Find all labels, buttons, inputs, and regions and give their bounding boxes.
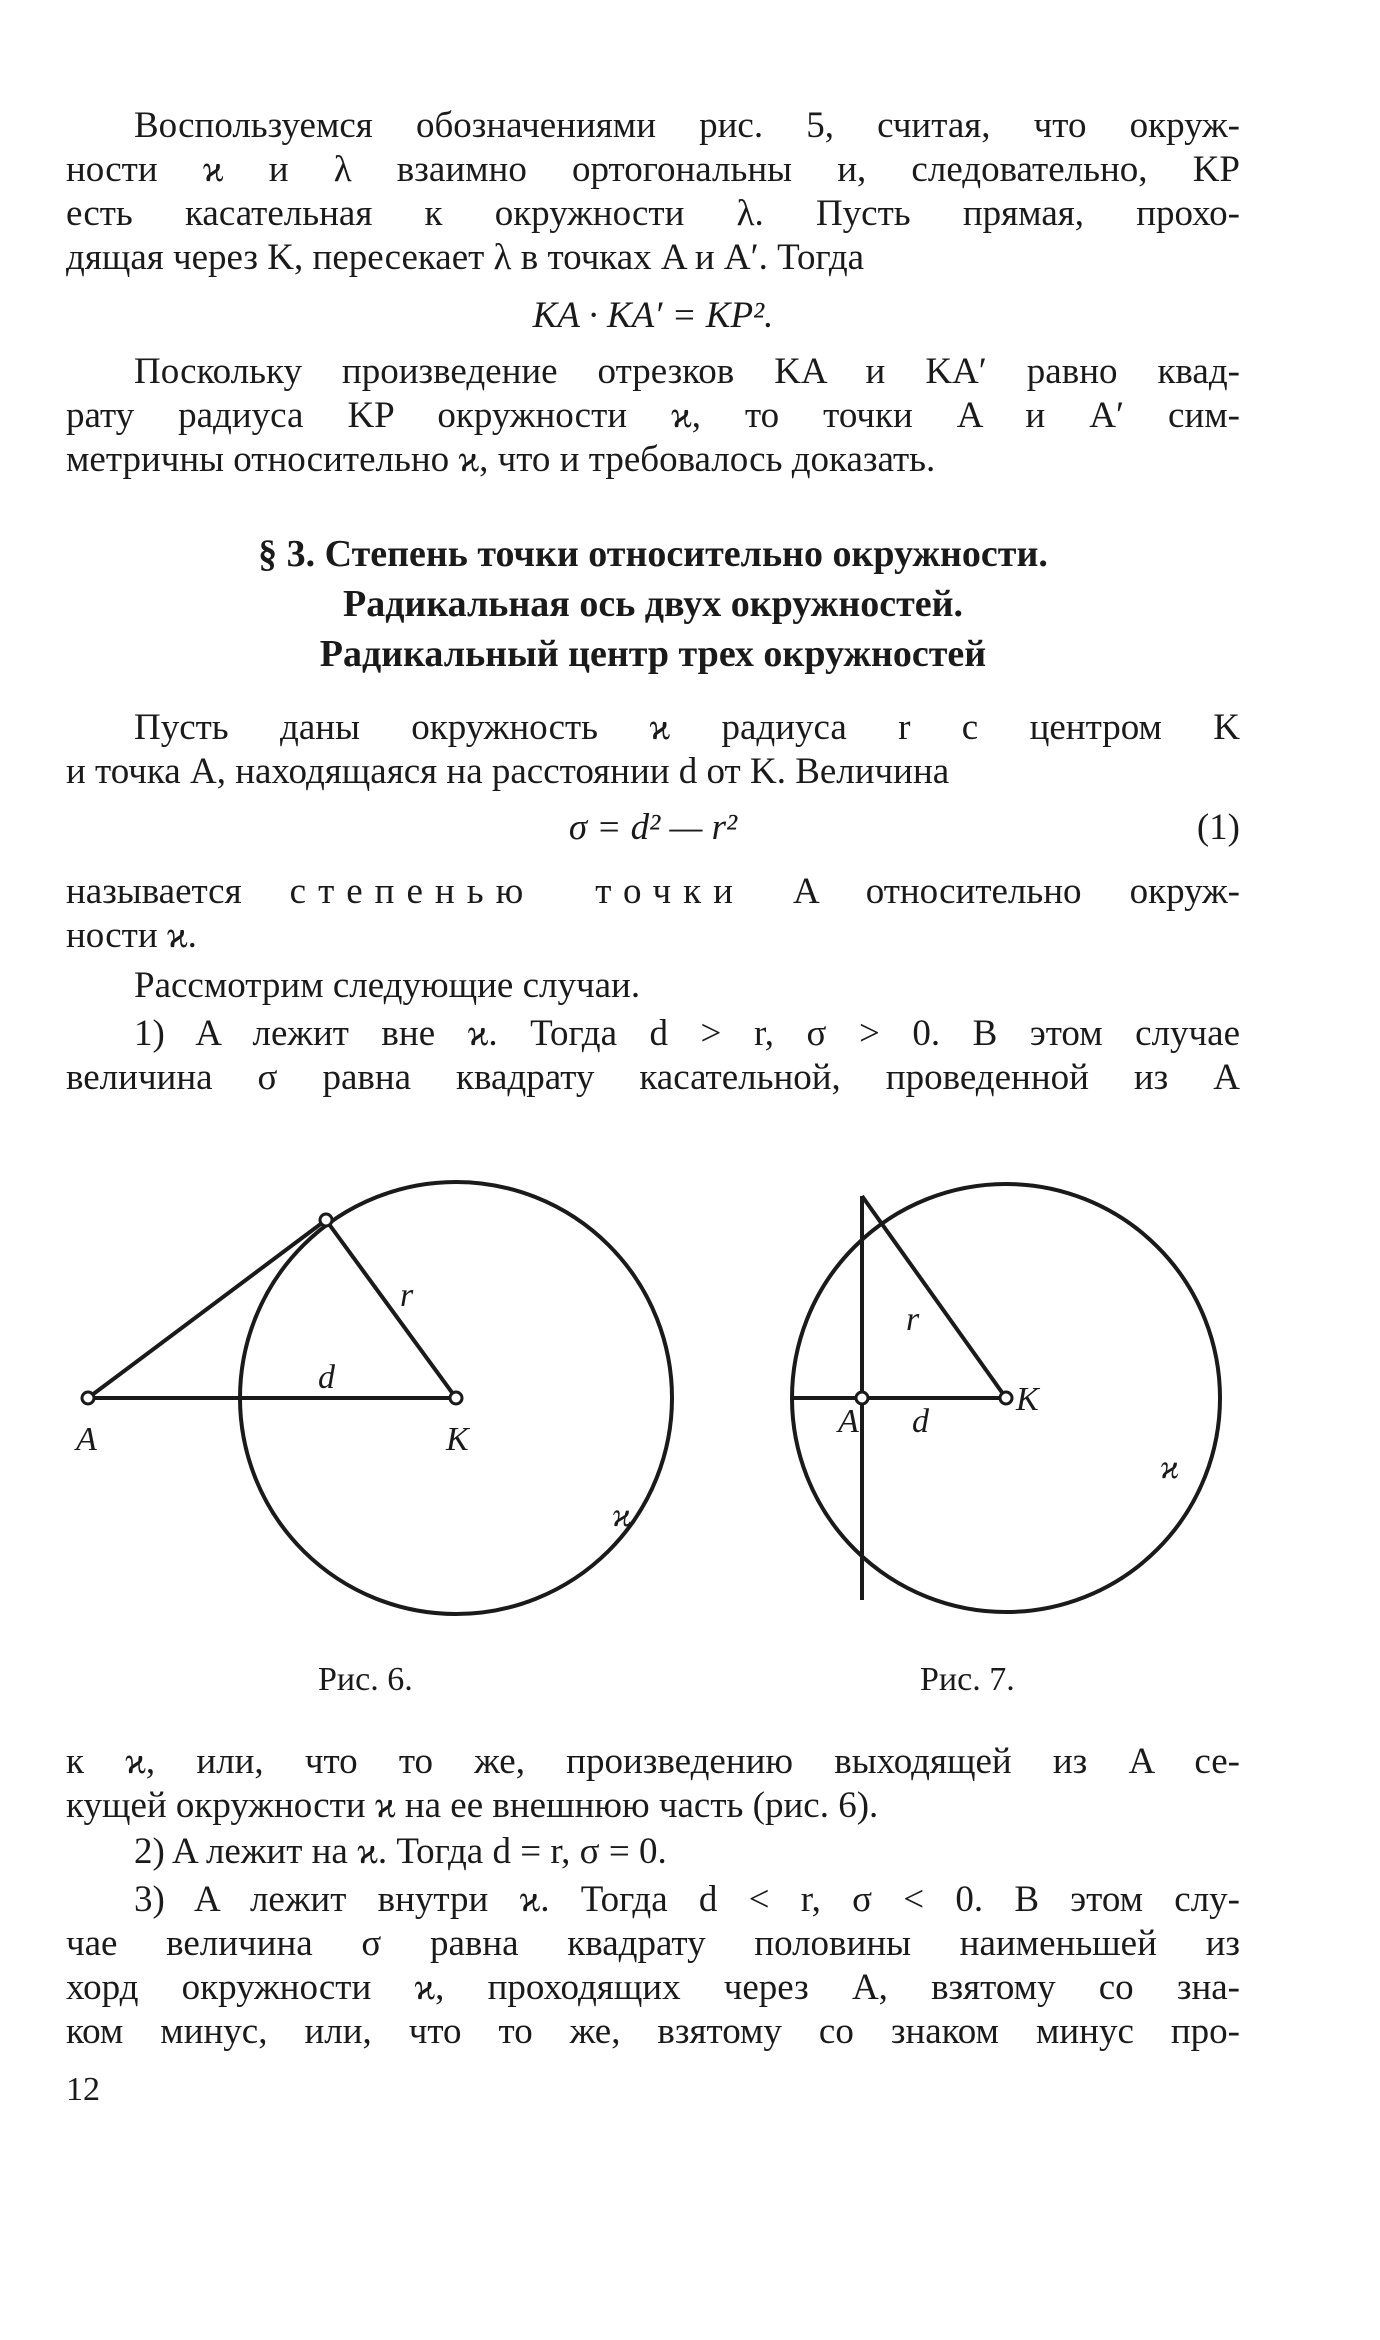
- case1-line2: величина σ равна квадрату касательной, проведенной из A: [66, 1057, 1240, 1098]
- figure7-caption: Рис. 7.: [920, 1661, 1015, 1698]
- paragraph5-line1: к ϰ, или, что то же, произведению выходящей из A се-: [66, 1741, 1240, 1782]
- fig6-label-k: K: [446, 1421, 469, 1458]
- fig6-point-a-dot: [82, 1392, 94, 1404]
- paragraph5-line2: кущей окружности ϰ на ее внешнюю часть (рис. 6).: [66, 1785, 879, 1826]
- paragraph1-line2: ности ϰ и λ взаимно ортогональны и, следовательно, KP: [66, 149, 1240, 190]
- section-heading-line2: Радикальная ось двух окружностей.: [342, 583, 964, 625]
- section-heading-line3: Радикальный центр трех окружностей: [319, 633, 987, 675]
- paragraph2-line1: Поскольку произведение отрезков KA и KA′ равно квад-: [134, 351, 1240, 392]
- section-heading-line1: § 3. Степень точки относительно окружности.: [258, 533, 1048, 575]
- case3-line4: ком минус, или, что то же, взятому со знаком минус про-: [66, 2011, 1240, 2052]
- definition-line2: ности ϰ.: [66, 915, 197, 956]
- figure-6: [82, 1182, 672, 1614]
- fig7-label-circle: ϰ: [1160, 1449, 1180, 1486]
- paragraph1-line1: Воспользуемся обозначениями рис. 5, считая, что окруж-: [134, 105, 1240, 146]
- paragraph4: Рассмотрим следующие случаи.: [134, 965, 641, 1006]
- definition-term: степенью точки: [289, 871, 745, 912]
- definition-after: A относительно окруж-: [792, 871, 1240, 912]
- fig6-label-a: A: [76, 1421, 97, 1458]
- paragraph3-line2: и точка A, находящаяся на расстоянии d от K. Величина: [66, 751, 950, 792]
- case3-line1: 3) A лежит внутри ϰ. Тогда d < r, σ < 0. В этом слу-: [134, 1879, 1240, 1920]
- equation-sigma: σ = d² — r²: [568, 807, 738, 848]
- fig7-label-k: K: [1016, 1381, 1039, 1418]
- fig6-label-d: d: [318, 1359, 335, 1396]
- case3-line3: хорд окружности ϰ, проходящих через A, взятому со зна-: [66, 1967, 1240, 2008]
- case1-line1: 1) A лежит вне ϰ. Тогда d > r, σ > 0. В этом случае: [134, 1013, 1240, 1054]
- case3-line2: чае величина σ равна квадрату половины наименьшей из: [66, 1923, 1240, 1964]
- fig7-radius-line: [862, 1196, 1006, 1398]
- figure-7: [792, 1184, 1220, 1612]
- paragraph3-line1: Пусть даны окружность ϰ радиуса r с центром K: [134, 707, 1240, 748]
- fig6-label-r: r: [400, 1277, 414, 1314]
- paragraph1-line3: есть касательная к окружности λ. Пусть прямая, прохо-: [66, 193, 1240, 234]
- fig6-radius-line: [326, 1220, 456, 1398]
- case2: 2) A лежит на ϰ. Тогда d = r, σ = 0.: [134, 1831, 667, 1872]
- fig6-tangent-line: [88, 1220, 326, 1398]
- fig7-label-r: r: [906, 1301, 920, 1338]
- fig7-label-d: d: [912, 1403, 929, 1440]
- equation-number: (1): [1196, 807, 1240, 848]
- fig6-tangent-point-dot: [320, 1214, 332, 1226]
- fig6-label-circle: ϰ: [612, 1497, 632, 1534]
- fig7-point-k-dot: [1000, 1392, 1012, 1404]
- figure6-caption: Рис. 6.: [318, 1661, 413, 1698]
- equation-ka-kp: KA · KA′ = KP².: [532, 295, 774, 336]
- paragraph2-line2: рату радиуса KP окружности ϰ, то точки A и A′ сим-: [66, 395, 1240, 436]
- page-number: 12: [66, 2071, 100, 2108]
- fig6-point-k-dot: [450, 1392, 462, 1404]
- paragraph2-line3: метричны относительно ϰ, что и требовалось доказать.: [66, 439, 936, 480]
- fig7-label-a: A: [838, 1403, 859, 1440]
- paragraph1-line4: дящая через K, пересекает λ в точках A и A′. Тогда: [66, 237, 865, 278]
- definition-before: называется: [66, 871, 242, 912]
